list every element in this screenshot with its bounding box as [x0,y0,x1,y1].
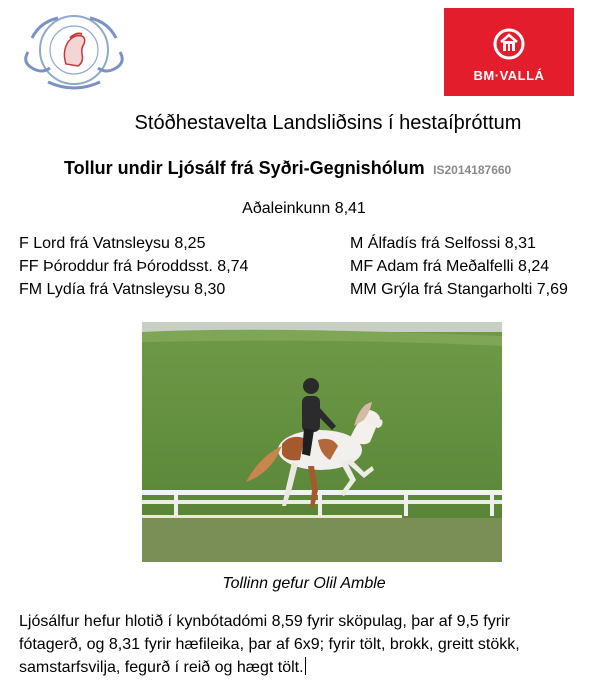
registration-number: IS2014187660 [433,163,512,177]
text-cursor [305,657,306,675]
pedigree-dam-sire: MF Adam frá Meðalfelli 8,24 [350,258,550,275]
bm-valla-logo [444,8,574,96]
horse-heading [64,158,511,179]
federation-logo [18,8,130,92]
pedigree-sire-sire: FF Þóroddur frá Þóroddsst. 8,74 [19,258,249,275]
photo-caption: Tollinn gefur Olil Amble [222,575,386,592]
body-line-text: samstarfsvilja, fegurð í reið og hægt tölt. [19,659,304,676]
pedigree-dam-side [350,232,568,301]
body-line: Ljósálfur hefur hlotið í kynbótadómi 8,59 fyrir sköpulag, þar af 9,5 fyrir [19,613,510,630]
horse-emblem-icon [18,8,130,92]
page-title: Stóðhestavelta Landsliðsins í hestaíþróttum [134,112,522,134]
pedigree-dam-dam: MM Grýla frá Stangarholti 7,69 [350,281,568,298]
main-score: Aðaleinkunn 8,41 [242,200,366,217]
body-paragraph [19,610,599,679]
pedigree-dam: M Álfadís frá Selfossi 8,31 [350,235,536,252]
pedigree-sire-side [19,232,248,301]
pedigree-sire-dam: FM Lydía frá Vatnsleysu 8,30 [19,281,226,298]
horse-name: Tollur undir Ljósálf frá Syðri-Gegnishólum [64,158,425,178]
bm-valla-wordmark: BM·VALLÁ [473,68,545,83]
body-line: fótagerð, og 8,31 fyrir hæfileika, þar af 6x9; fyrir tölt, brokk, greitt stökk, [19,636,520,653]
pedigree-sire: F Lord frá Vatnsleysu 8,25 [19,235,206,252]
horse-photo [142,322,502,562]
body-line-last [19,656,599,679]
bm-valla-emblem-icon [493,28,525,60]
